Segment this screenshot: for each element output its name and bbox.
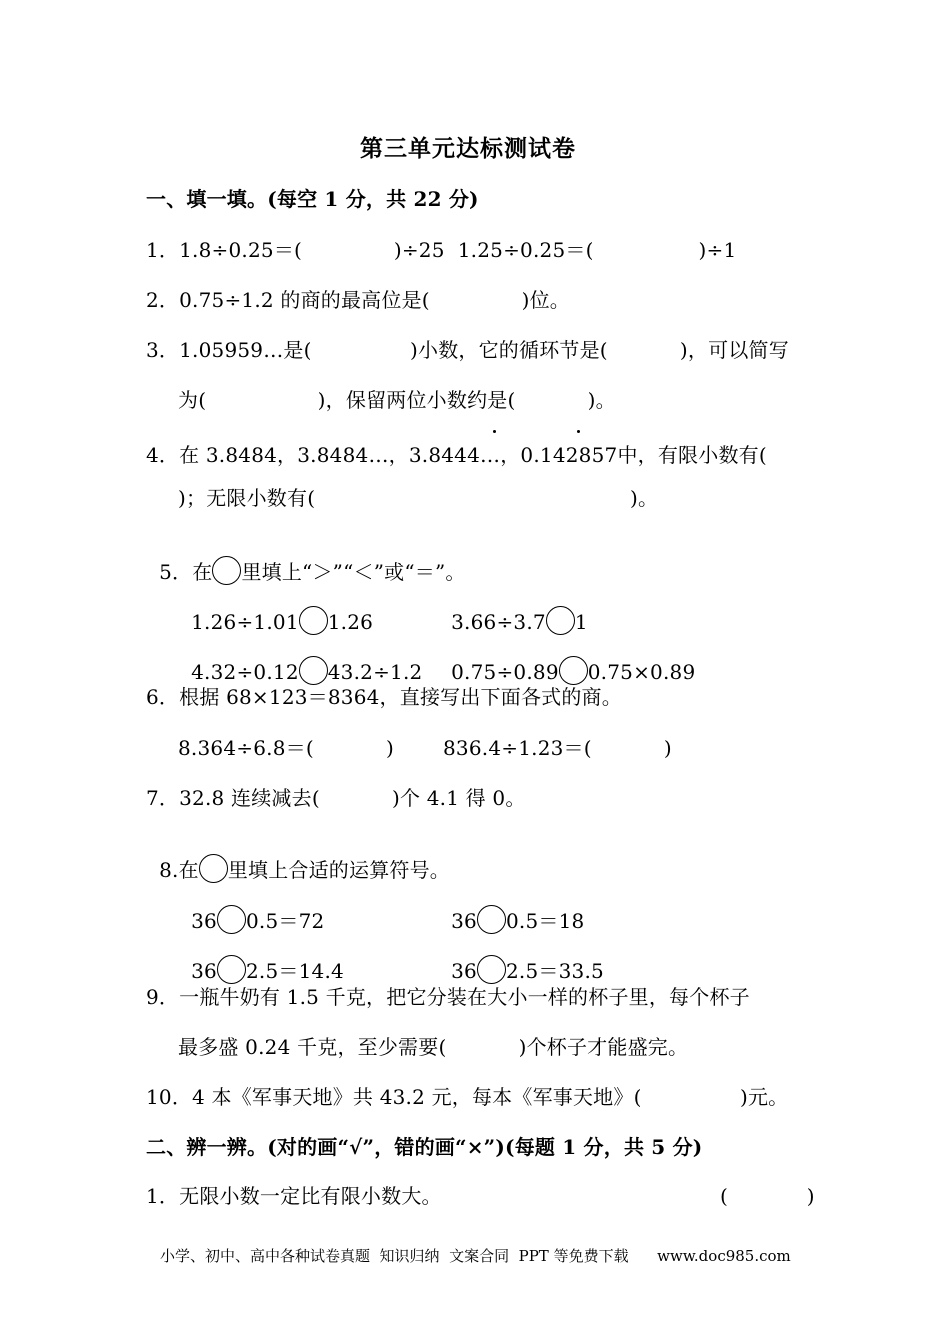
question-5-suffix: 里填上“＞”“＜”或“＝”。 <box>241 560 466 584</box>
section-2-heading: 二、辨一辨。(对的画“√”，错的画“×”)(每题 1 分，共 5 分) <box>146 1135 703 1159</box>
answer-circle[interactable] <box>559 656 588 685</box>
operator-item-3 <box>178 929 344 984</box>
operator-left: 36 <box>191 909 217 933</box>
repeating-dot-start <box>493 430 496 433</box>
compare-left: 0.75÷0.89 <box>451 660 559 684</box>
question-5-prefix: 5．在 <box>159 560 213 584</box>
answer-circle[interactable] <box>477 955 506 984</box>
operator-left: 36 <box>191 959 217 983</box>
question-1: 1．1.8÷0.25＝( )÷25 1.25÷0.25＝( )÷1 <box>146 238 737 262</box>
operator-right: 2.5＝33.5 <box>505 959 604 983</box>
question-4-line-2: )；无限小数有( )。 <box>178 486 659 510</box>
compare-right: 1.26 <box>327 610 374 634</box>
page-footer: 小学、初中、高中各种试卷真题 知识归纳 文案合同 PPT 等免费下载 www.doc985.com <box>160 1247 791 1265</box>
compare-item-2 <box>438 580 588 635</box>
question-9-line-1: 9．一瓶牛奶有 1.5 千克，把它分装在大小一样的杯子里，每个杯子 <box>146 985 750 1009</box>
question-4-line-1: 4．在 3.8484，3.8484…，3.8444…，0.142857中，有限小数有( <box>146 443 767 467</box>
compare-right: 43.2÷1.2 <box>327 660 423 684</box>
question-9-line-2: 最多盛 0.24 千克，至少需要( )个杯子才能盛完。 <box>178 1035 689 1059</box>
question-8-prefix: 8.在 <box>159 858 199 882</box>
compare-right: 0.75×0.89 <box>587 660 696 684</box>
question-2: 2．0.75÷1.2 的商的最高位是( )位。 <box>146 288 570 312</box>
operator-left: 36 <box>451 909 477 933</box>
question-10: 10．4 本《军事天地》共 43.2 元，每本《军事天地》( )元。 <box>146 1085 789 1109</box>
compare-item-4 <box>438 630 695 685</box>
compare-right: 1 <box>574 610 588 634</box>
repeating-dot-end <box>577 430 580 433</box>
question-6-item-2: 836.4÷1.23＝( ) <box>443 736 672 760</box>
compare-left: 4.32÷0.12 <box>191 660 299 684</box>
operator-right: 0.5＝18 <box>505 909 585 933</box>
compare-left: 3.66÷3.7 <box>451 610 546 634</box>
page-title: 第三单元达标测试卷 <box>360 135 576 162</box>
operator-right: 2.5＝14.4 <box>245 959 344 983</box>
question-7: 7．32.8 连续减去( )个 4.1 得 0。 <box>146 786 526 810</box>
question-6-item-1: 8.364÷6.8＝( ) <box>178 736 394 760</box>
compare-left: 1.26÷1.01 <box>191 610 299 634</box>
section-1-heading: 一、填一填。(每空 1 分，共 22 分) <box>146 187 479 211</box>
judge-answer-paren[interactable]: ( ) <box>720 1184 815 1208</box>
question-8 <box>146 828 450 883</box>
question-5 <box>146 530 466 585</box>
question-8-suffix: 里填上合适的运算符号。 <box>227 858 451 882</box>
judge-question-1: 1．无限小数一定比有限小数大。 <box>146 1184 442 1208</box>
answer-circle[interactable] <box>299 656 328 685</box>
answer-circle[interactable] <box>217 955 246 984</box>
compare-item-1 <box>178 580 373 635</box>
question-3-line-1: 3．1.05959…是( )小数，它的循环节是( )，可以简写 <box>146 338 789 362</box>
operator-right: 0.5＝72 <box>245 909 325 933</box>
operator-item-2 <box>438 879 584 934</box>
operator-item-4 <box>438 929 604 984</box>
operator-left: 36 <box>451 959 477 983</box>
compare-item-3 <box>178 630 422 685</box>
question-6: 6．根据 68×123＝8364，直接写出下面各式的商。 <box>146 685 622 709</box>
operator-item-1 <box>178 879 324 934</box>
question-3-line-2: 为( )，保留两位小数约是( )。 <box>178 388 616 412</box>
